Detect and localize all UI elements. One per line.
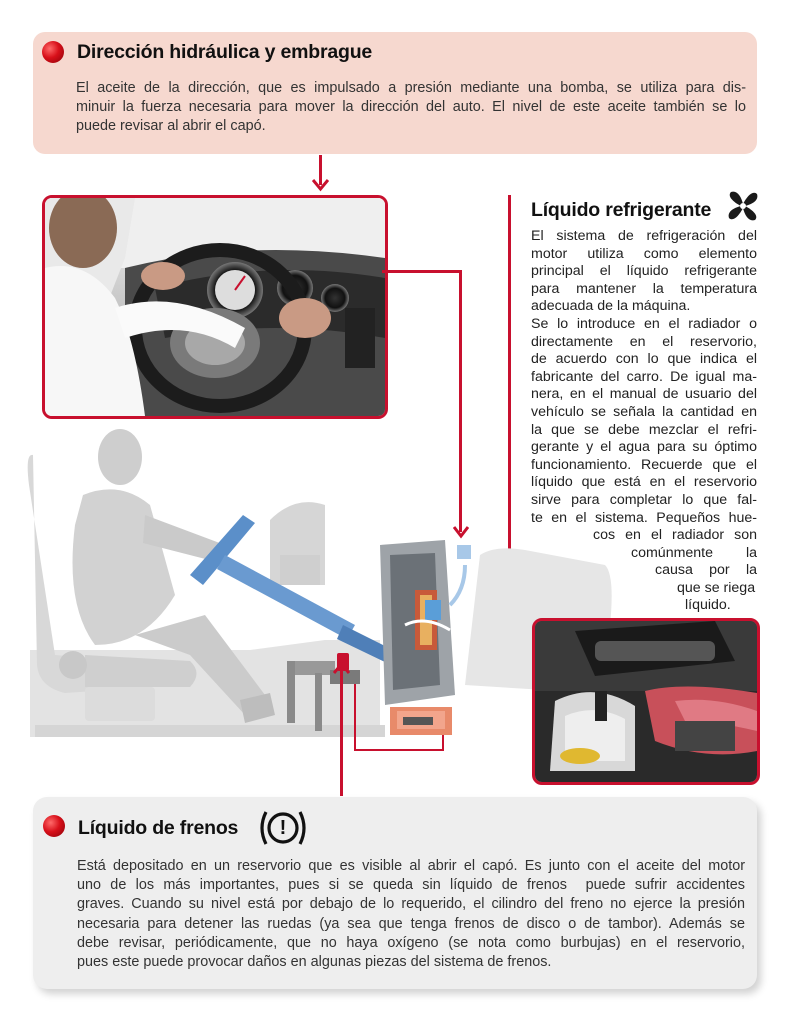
brakes-body	[77, 857, 745, 972]
coolant-title: Líquido refrigerante	[531, 199, 712, 221]
brakes-title: Líquido de frenos	[78, 817, 239, 839]
arrow-down-icon	[312, 178, 329, 192]
coolant-line: motor utiliza como elemento	[531, 245, 757, 262]
coolant-line: la que se debe mezclar el refri-	[531, 421, 757, 438]
coolant-line: sirve para completar lo que fal-	[531, 491, 757, 508]
coolant-line: adecuada de la máquina.	[531, 298, 691, 315]
brake-warning-icon	[257, 807, 309, 849]
coolant-line: directamente en el reservorio,	[531, 333, 757, 350]
coolant-line: líquido.	[685, 597, 731, 614]
coolant-line: nera, en el manual de usuario del	[531, 386, 757, 403]
coolant-line: fabricante del carro. De igual ma-	[531, 368, 757, 385]
brakes-line: pues este puede provocar daños en algunas piezas del sistema de frenos.	[77, 954, 552, 971]
brakes-line: uno de los más importantes, pues si se queda sin líquido de frenos puede sufrir accidentes	[77, 877, 745, 894]
coolant-line: Se lo introduce en el radiador o	[531, 315, 757, 332]
coolant-line: gerante y el agua para su óptimo	[531, 439, 757, 456]
brakes-line: graves. Cuando su nivel está por debajo de lo requerido, el cilindro del freno no ejerce la presión	[77, 896, 745, 913]
steering-body	[76, 79, 746, 136]
engine-reservoir-photo	[532, 618, 760, 785]
steering-line: puede revisar al abrir el capó.	[76, 118, 266, 134]
brakes-line: debe revisar, periódicamente, que no haya oxígeno (se nota como burbujas) en el reservorio,	[77, 934, 745, 951]
coolant-line: cos en el radiador son	[593, 527, 757, 544]
steering-line: El aceite de la dirección, que es impulsado a presión mediante una bomba, se utiliza para dis-	[76, 80, 746, 96]
arrow-up-icon	[333, 661, 350, 675]
driver-photo-illustration	[45, 198, 385, 416]
red-bullet-icon	[42, 41, 64, 63]
coolant-line: comúnmente la	[631, 544, 757, 561]
coolant-line: de acuerdo con lo que indica el	[531, 351, 757, 368]
driver-steering-photo	[42, 195, 388, 419]
connector-line	[340, 668, 343, 796]
red-bullet-icon	[43, 815, 65, 837]
coolant-line: para mantener la temperatura	[531, 280, 757, 297]
coolant-line: El sistema de refrigeración del	[531, 228, 757, 244]
coolant-line: funcionamiento. Recuerde que el	[531, 456, 757, 473]
brakes-line: necesaria para detener las ruedas (ya sea que tenga frenos de disco o de tambor). Además se	[77, 915, 745, 932]
coolant-line: líquido que está en el reservorio	[531, 474, 757, 491]
connector-line	[382, 270, 462, 273]
brakes-line: Está depositado en un reservorio que es visible al abrir el capó. Es junto con el aceite del motor	[77, 858, 745, 874]
coolant-line: causa por la	[655, 562, 757, 579]
engine-photo-illustration	[535, 621, 757, 782]
coolant-line: principal el líquido refrigerante	[531, 263, 757, 280]
fan-icon	[725, 188, 761, 224]
coolant-line: te en el sistema. Pequeños hue-	[531, 509, 757, 526]
coolant-line: que se riega	[677, 579, 756, 596]
steering-title: Dirección hidráulica y embrague	[77, 41, 373, 63]
brake-warning-glyph: !	[279, 817, 287, 839]
steering-line: minuir la fuerza necesaria para mover la dirección del auto. El nivel de este aceite también se lo	[76, 99, 746, 115]
coolant-line: vehículo se señala la cantidad en	[531, 403, 757, 420]
